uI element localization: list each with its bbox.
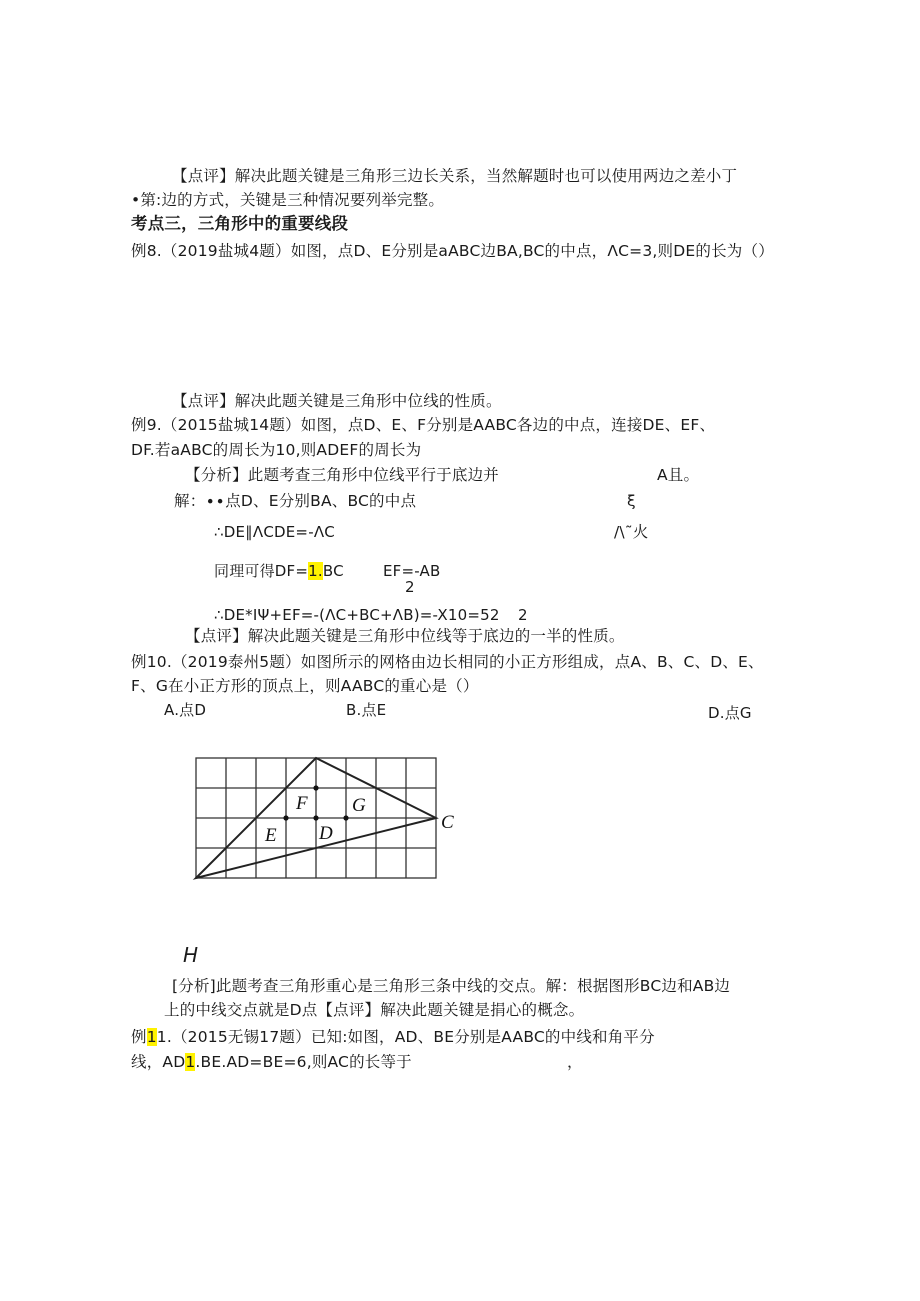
option-d: D.点G	[708, 704, 752, 722]
comment-line-1: 【点评】解决此题关键是三角形三边长关系，当然解题时也可以使用两边之差小丁	[172, 167, 738, 185]
example-11-line-1: 例11.（2015无锡17题）已知:如图，AD、BE分别是AABC的中线和角平分	[131, 1028, 655, 1046]
analysis-ex9: 【分析】此题考查三角形中位线平行于底边并	[185, 466, 500, 484]
analysis-ex10-line-1: [分析]此题考查三角形重心是三角形三条中线的交点。解：根据图形BC边和AB边	[172, 977, 731, 995]
analysis-ex9-tail: A且。	[657, 466, 700, 484]
example-11-blank-comma: ，	[567, 1053, 583, 1071]
label-e: E	[265, 825, 277, 846]
example-9-line-1: 例9.（2015盐城14题）如图，点D、E、F分别是AABC各边的中点，连接DE、EF、	[131, 416, 716, 434]
solution-step-2-ef: EF=-AB	[383, 562, 441, 580]
grid-triangle-figure	[190, 748, 470, 883]
stray-mark-1: ξ	[627, 492, 636, 510]
example-8: 例8.（2019盐城4题）如图，点D、E分别是aABC边BA,BC的中点，ΛC=3,则DE的长为（）	[131, 242, 774, 260]
solution-start: 解：∙∙点D、E分别BA、BC的中点	[174, 492, 417, 510]
stray-letter-h: H	[183, 943, 199, 967]
point-e	[283, 815, 288, 820]
section-heading: 考点三，三角形中的重要线段	[131, 214, 349, 233]
example-9-line-2: DF.若aABC的周长为10,则ADEF的周长为	[131, 441, 422, 459]
label-c: C	[441, 812, 454, 833]
label-f: F	[296, 793, 308, 814]
comment-ex8: 【点评】解决此题关键是三角形中位线的性质。	[172, 392, 502, 410]
example-10-line-1: 例10.（2019泰州5题）如图所示的网格由边长相同的小正方形组成，点A、B、C、D、E、	[131, 653, 764, 671]
solution-step-3: ∴DE*IΨ+EF=-(ΛC+BC+ΛB)=-X10=52	[214, 606, 500, 624]
comment-line-2: •第:边的方式，关键是三种情况要列举完整。	[131, 191, 445, 209]
example-11-line-2: 线，AD1.BE.AD=BE=6,则AC的长等于	[131, 1053, 412, 1071]
analysis-ex10-line-2: 上的中线交点就是D点【点评】解决此题关键是捐心的概念。	[164, 1001, 585, 1019]
point-g	[343, 815, 348, 820]
solution-step-1: ∴DE∥ΛCDE=-ΛC	[214, 523, 335, 541]
point-f	[313, 785, 318, 790]
solution-step-3-denominator: 2	[518, 606, 528, 624]
solution-step-2-denominator: 2	[405, 578, 415, 596]
option-a: A.点D	[164, 701, 207, 719]
stray-mark-2: /\˜火	[614, 523, 649, 541]
option-b: B.点E	[346, 701, 387, 719]
comment-ex9: 【点评】解决此题关键是三角形中位线等于底边的一半的性质。	[185, 627, 625, 645]
solution-step-2: 同理可得DF=1.BC	[214, 562, 344, 580]
label-d: D	[319, 823, 333, 844]
example-10-line-2: F、G在小正方形的顶点上，则AABC的重心是（）	[131, 677, 479, 695]
label-g: G	[352, 795, 366, 816]
point-d	[313, 815, 318, 820]
